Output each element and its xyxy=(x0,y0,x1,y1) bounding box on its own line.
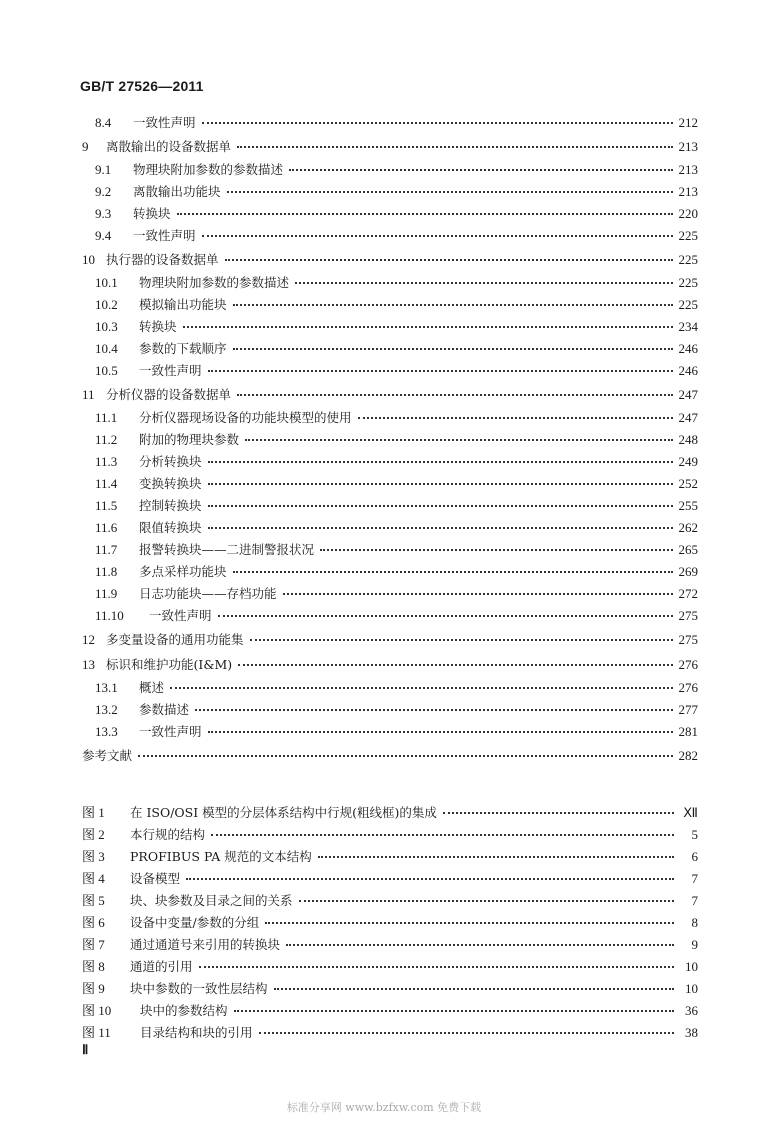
entry-title: 日志功能块——存档功能 xyxy=(139,586,277,601)
dot-leader xyxy=(289,169,672,171)
toc-entry[interactable] xyxy=(82,382,698,407)
dot-leader xyxy=(265,922,674,924)
dot-leader xyxy=(250,639,673,641)
figure-entry[interactable] xyxy=(82,978,698,1000)
entry-page: 225 xyxy=(678,228,698,243)
entry-page: 276 xyxy=(678,680,698,695)
dot-leader xyxy=(299,900,674,902)
dot-leader xyxy=(183,326,673,328)
dot-leader xyxy=(208,731,673,733)
toc-entry[interactable] xyxy=(82,539,698,561)
entry-title: 物理块附加参数的参数描述 xyxy=(133,162,284,177)
entry-title: 一致性声明 xyxy=(139,724,202,739)
entry-title: 目录结构和块的引用 xyxy=(140,1025,253,1040)
figure-entry[interactable] xyxy=(82,868,698,890)
dot-leader xyxy=(208,527,673,529)
entry-page: 282 xyxy=(678,748,698,763)
dot-leader xyxy=(358,417,673,419)
entry-page: 7 xyxy=(691,893,698,908)
toc-entry[interactable] xyxy=(82,495,698,517)
figure-entry[interactable] xyxy=(82,824,698,846)
dot-leader xyxy=(233,571,673,573)
entry-title: 离散输出功能块 xyxy=(133,184,221,199)
dot-leader xyxy=(211,834,674,836)
entry-title: 块、块参数及目录之间的关系 xyxy=(130,893,293,908)
entry-title: 块中参数的一致性层结构 xyxy=(130,981,268,996)
entry-title: 参考文献 xyxy=(82,748,133,763)
entry-title: 设备中变量/参数的分组 xyxy=(130,915,260,930)
dot-leader xyxy=(202,235,673,237)
entry-number: 9.4 xyxy=(95,228,112,243)
entry-number: 图 5 xyxy=(82,893,105,908)
entry-title: 物理块附加参数的参数描述 xyxy=(139,275,290,290)
entry-number: 10.5 xyxy=(95,363,118,378)
entry-number: 9 xyxy=(82,139,89,154)
entry-page: 10 xyxy=(685,981,698,996)
toc-entry[interactable] xyxy=(82,316,698,338)
dot-leader xyxy=(318,856,674,858)
entry-title: 一致性声明 xyxy=(149,608,212,623)
entry-number: 9.3 xyxy=(95,206,112,221)
toc-entry[interactable] xyxy=(82,677,698,699)
figure-entry[interactable] xyxy=(82,890,698,912)
toc-entry[interactable] xyxy=(82,203,698,225)
entry-page: 10 xyxy=(685,959,698,974)
entry-number: 图 11 xyxy=(82,1025,111,1040)
entry-title: 变换转换块 xyxy=(139,476,202,491)
toc-entry[interactable] xyxy=(82,360,698,382)
entry-page: 247 xyxy=(678,410,698,425)
entry-page: 276 xyxy=(678,657,698,672)
entry-number: 11.5 xyxy=(95,498,118,513)
toc-entry[interactable] xyxy=(82,699,698,721)
entry-number: 11.1 xyxy=(95,410,118,425)
entry-title: 分析仪器的设备数据单 xyxy=(106,387,232,402)
toc-entry[interactable] xyxy=(82,134,698,159)
entry-title: 标识和维护功能(I&M) xyxy=(106,657,233,672)
entry-number: 11.9 xyxy=(95,586,118,601)
toc-entry[interactable] xyxy=(82,247,698,272)
toc-entry[interactable] xyxy=(82,605,698,627)
entry-page: 38 xyxy=(685,1025,698,1040)
figure-entry[interactable] xyxy=(82,934,698,956)
entry-page: 262 xyxy=(678,520,698,535)
entry-title: 控制转换块 xyxy=(139,498,202,513)
entry-page: 246 xyxy=(678,363,698,378)
list-of-figures xyxy=(82,802,698,1044)
dot-leader xyxy=(202,122,673,124)
entry-title: 块中的参数结构 xyxy=(140,1003,228,1018)
entry-page: 275 xyxy=(678,632,698,647)
dot-leader xyxy=(295,282,672,284)
entry-title: 附加的物理块参数 xyxy=(139,432,240,447)
entry-number: 11.3 xyxy=(95,454,118,469)
toc-entry[interactable] xyxy=(82,473,698,495)
entry-number: 11 xyxy=(82,387,95,402)
entry-page: 225 xyxy=(678,275,698,290)
entry-number: 图 6 xyxy=(82,915,105,930)
toc-entry[interactable] xyxy=(82,159,698,181)
entry-page: 247 xyxy=(678,387,698,402)
entry-title: 限值转换块 xyxy=(139,520,202,535)
toc-entry[interactable] xyxy=(82,451,698,473)
dot-leader xyxy=(186,878,674,880)
entry-number: 图 4 xyxy=(82,871,105,886)
dot-leader xyxy=(237,394,672,396)
entry-title: 离散输出的设备数据单 xyxy=(106,139,232,154)
entry-page: 9 xyxy=(691,937,698,952)
entry-title: 一致性声明 xyxy=(133,115,196,130)
entry-number: 9.1 xyxy=(95,162,112,177)
toc-entry[interactable] xyxy=(82,743,698,768)
toc-entry[interactable] xyxy=(82,429,698,451)
entry-title: 报警转换块——二进制警报状况 xyxy=(139,542,315,557)
dot-leader xyxy=(234,1010,674,1012)
dot-leader xyxy=(138,755,672,757)
entry-page: 6 xyxy=(691,849,698,864)
entry-number: 11.7 xyxy=(95,542,118,557)
entry-title: 概述 xyxy=(139,680,165,695)
entry-page: Ⅻ xyxy=(683,805,698,820)
table-of-contents xyxy=(82,112,698,768)
toc-entry[interactable] xyxy=(82,583,698,605)
entry-page: 246 xyxy=(678,341,698,356)
dot-leader xyxy=(274,988,674,990)
entry-number: 11.4 xyxy=(95,476,118,491)
entry-number: 13.3 xyxy=(95,724,118,739)
toc-entry[interactable] xyxy=(82,181,698,203)
entry-page: 272 xyxy=(678,586,698,601)
toc-entry[interactable] xyxy=(82,338,698,360)
toc-entry[interactable] xyxy=(82,561,698,583)
entry-title: 分析仪器现场设备的功能块模型的使用 xyxy=(139,410,352,425)
entry-title: 执行器的设备数据单 xyxy=(106,252,219,267)
entry-title: 通过通道号来引用的转换块 xyxy=(130,937,281,952)
entry-number: 图 1 xyxy=(82,805,105,820)
dot-leader xyxy=(320,549,672,551)
entry-title: 参数的下载顺序 xyxy=(139,341,227,356)
entry-number: 图 9 xyxy=(82,981,105,996)
entry-title: 一致性声明 xyxy=(139,363,202,378)
entry-number: 10.1 xyxy=(95,275,118,290)
figure-entry[interactable] xyxy=(82,802,698,824)
dot-leader xyxy=(208,461,673,463)
dot-leader xyxy=(233,304,673,306)
figure-entry[interactable] xyxy=(82,1022,698,1044)
dot-leader xyxy=(283,593,673,595)
entry-page: 212 xyxy=(678,115,698,130)
entry-number: 11.8 xyxy=(95,564,118,579)
entry-page: 213 xyxy=(678,139,698,154)
entry-number: 12 xyxy=(82,632,95,647)
entry-page: 213 xyxy=(678,184,698,199)
entry-page: 213 xyxy=(678,162,698,177)
entry-title: 分析转换块 xyxy=(139,454,202,469)
dot-leader xyxy=(259,1032,674,1034)
toc-entry[interactable] xyxy=(82,112,698,134)
dot-leader xyxy=(245,439,672,441)
entry-page: 277 xyxy=(678,702,698,717)
dot-leader xyxy=(208,483,673,485)
entry-page: 255 xyxy=(678,498,698,513)
standard-number: GB/T 27526—2011 xyxy=(80,78,204,94)
entry-number: 11.10 xyxy=(95,608,124,623)
dot-leader xyxy=(238,664,672,666)
dot-leader xyxy=(443,812,674,814)
entry-number: 图 3 xyxy=(82,849,105,864)
figure-entry[interactable] xyxy=(82,1000,698,1022)
figure-entry[interactable] xyxy=(82,912,698,934)
entry-number: 11.2 xyxy=(95,432,118,447)
toc-entry[interactable] xyxy=(82,294,698,316)
entry-page: 5 xyxy=(691,827,698,842)
entry-page: 36 xyxy=(685,1003,698,1018)
entry-page: 8 xyxy=(691,915,698,930)
entry-number: 图 7 xyxy=(82,937,105,952)
entry-page: 265 xyxy=(678,542,698,557)
toc-entry[interactable] xyxy=(82,517,698,539)
entry-page: 220 xyxy=(678,206,698,221)
entry-number: 8.4 xyxy=(95,115,112,130)
entry-title: 在 ISO/OSI 模型的分层体系结构中行规(粗线框)的集成 xyxy=(130,805,437,820)
entry-page: 7 xyxy=(691,871,698,886)
entry-number: 图 10 xyxy=(82,1003,112,1018)
dot-leader xyxy=(225,259,673,261)
entry-title: 本行规的结构 xyxy=(130,827,206,842)
entry-page: 281 xyxy=(678,724,698,739)
watermark: 标准分享网 www.bzfxw.com 免费下载 xyxy=(286,1101,482,1114)
entry-title: 转换块 xyxy=(139,319,177,334)
toc-entry[interactable] xyxy=(82,721,698,743)
entry-number: 10 xyxy=(82,252,95,267)
entry-number: 11.6 xyxy=(95,520,118,535)
entry-number: 10.4 xyxy=(95,341,118,356)
dot-leader xyxy=(208,370,673,372)
entry-number: 10.3 xyxy=(95,319,118,334)
dot-leader xyxy=(218,615,673,617)
dot-leader xyxy=(195,709,672,711)
dot-leader xyxy=(227,191,673,193)
entry-number: 9.2 xyxy=(95,184,112,199)
figure-entry[interactable] xyxy=(82,846,698,868)
entry-number: 10.2 xyxy=(95,297,118,312)
dot-leader xyxy=(233,348,673,350)
entry-title: 设备模型 xyxy=(130,871,181,886)
dot-leader xyxy=(208,505,673,507)
entry-page: 252 xyxy=(678,476,698,491)
dot-leader xyxy=(177,213,673,215)
toc-entry[interactable] xyxy=(82,407,698,429)
dot-leader xyxy=(199,966,674,968)
toc-entry[interactable] xyxy=(82,225,698,247)
entry-title: PROFIBUS PA 规范的文本结构 xyxy=(130,849,312,864)
entry-page: 225 xyxy=(678,297,698,312)
entry-number: 13.1 xyxy=(95,680,118,695)
entry-title: 转换块 xyxy=(133,206,171,221)
toc-entry[interactable] xyxy=(82,627,698,652)
entry-title: 参数描述 xyxy=(139,702,190,717)
dot-leader xyxy=(170,687,672,689)
page-number: Ⅱ xyxy=(82,1042,89,1057)
entry-number: 图 8 xyxy=(82,959,105,974)
entry-page: 269 xyxy=(678,564,698,579)
entry-title: 通道的引用 xyxy=(130,959,193,974)
entry-title: 一致性声明 xyxy=(133,228,196,243)
entry-page: 234 xyxy=(678,319,698,334)
entry-title: 多点采样功能块 xyxy=(139,564,227,579)
entry-page: 249 xyxy=(678,454,698,469)
entry-number: 图 2 xyxy=(82,827,105,842)
entry-page: 275 xyxy=(678,608,698,623)
figure-entry[interactable] xyxy=(82,956,698,978)
dot-leader xyxy=(237,146,672,148)
toc-entry[interactable] xyxy=(82,652,698,677)
entry-page: 248 xyxy=(678,432,698,447)
toc-entry[interactable] xyxy=(82,272,698,294)
entry-page: 225 xyxy=(678,252,698,267)
entry-title: 多变量设备的通用功能集 xyxy=(106,632,244,647)
entry-number: 13.2 xyxy=(95,702,118,717)
entry-title: 模拟输出功能块 xyxy=(139,297,227,312)
dot-leader xyxy=(286,944,674,946)
entry-number: 13 xyxy=(82,657,95,672)
